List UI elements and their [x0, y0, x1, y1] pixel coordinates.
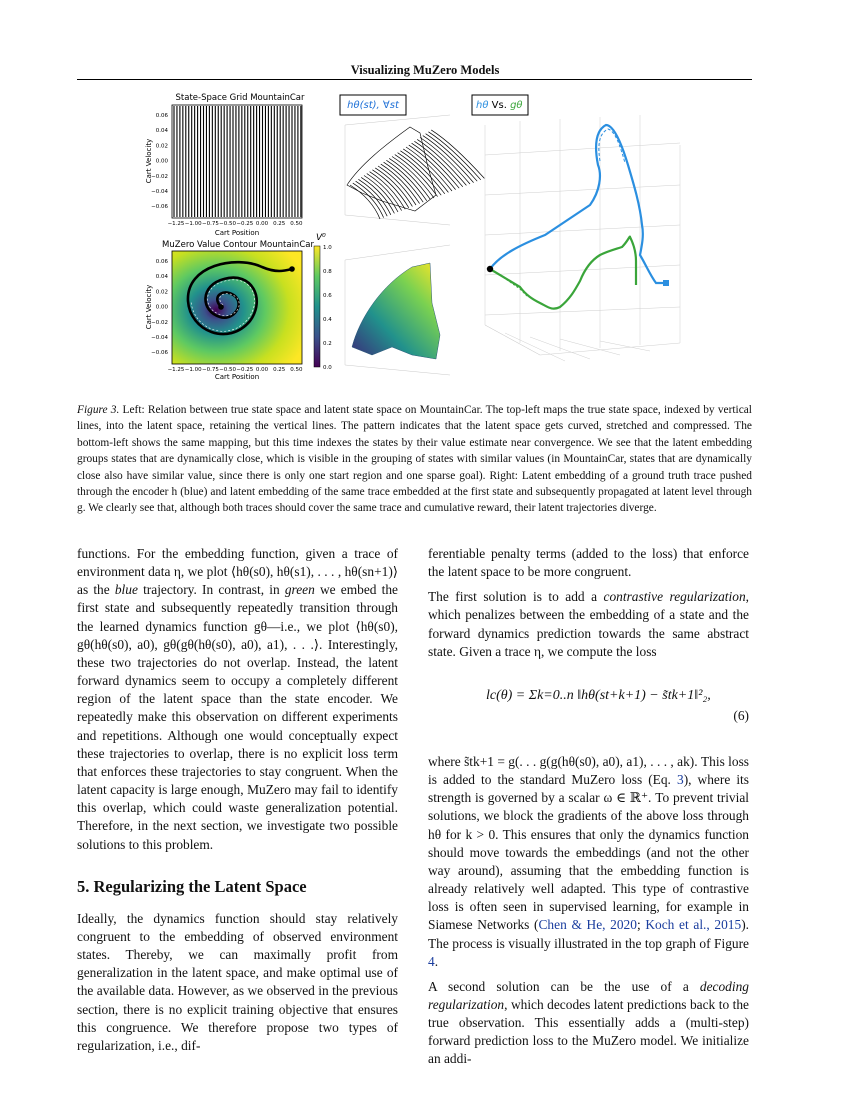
figure-caption: [77, 402, 752, 517]
y-tick-label: −0.06: [151, 350, 168, 357]
tl-ylabel: Cart Velocity: [145, 138, 153, 184]
eq-ref-link[interactable]: 3: [676, 772, 684, 788]
figure-4-ref-link[interactable]: 4: [428, 953, 435, 969]
caption-label: Figure 3.: [77, 404, 120, 416]
x-tick-label: −1.00: [184, 221, 202, 227]
citation-koch[interactable]: Koch et al., 2015: [645, 917, 742, 933]
colorbar-tick: 0.2: [323, 341, 332, 347]
x-tick-label: 0.50: [290, 367, 303, 373]
latent-value-panel: [345, 245, 450, 375]
x-tick-label: −0.75: [201, 367, 219, 373]
left-column: [77, 545, 398, 1055]
colorbar-tick: 0.4: [323, 317, 332, 323]
h-trajectory-blue: [490, 125, 666, 283]
value-contour-panel: [145, 233, 332, 381]
colorbar-tick: 0.8: [323, 269, 332, 275]
y-tick-label: 0.06: [155, 113, 168, 119]
x-tick-label: −1.25: [167, 367, 185, 373]
x-tick-label: −1.00: [184, 367, 202, 373]
y-tick-label: 0.02: [155, 289, 168, 296]
tl-xlabel: Cart Position: [214, 229, 260, 237]
x-tick-label: −1.25: [167, 221, 185, 227]
colorbar-tick: 0.0: [323, 365, 332, 371]
caption-text: Left: Relation between true state space and latent state space on MountainCar. The top-left maps the true state space, indexed by vertical lines, into the latent space, retaining the vertical lines. The pattern indicates that the latent space gets curved, stretched and compressed. The bottom-left shows the same mapping, but this time indexes the states by their value estimate near convergence. We see that the latent embedding groups states that are dynamically close, which is visible in the grouping of states with similar values (in MountainCar, states that are dynamically close also have similar value, since there is only one start region and one sparse goal). Right: Latent embedding of a ground truth trace pushed through the encoder h (blue) and latent embedding of the same trace embedded at the first state and subsequently propagated at latent level through g. We clearly see that, although both traces should cover the same trace and cumulative reward, their latent trajectories diverge.: [77, 404, 752, 515]
state-space-grid-panel: [145, 93, 305, 237]
y-tick-label: −0.04: [151, 189, 168, 195]
header-rule: [77, 79, 752, 80]
y-tick-label: 0.04: [155, 274, 168, 281]
y-tick-label: 0.06: [155, 259, 168, 265]
y-tick-label: −0.02: [151, 173, 168, 180]
colorbar: [314, 246, 320, 367]
latent-grid-panel: [340, 95, 484, 225]
right-column: [428, 545, 749, 1069]
mid-latent-value-surface: [352, 263, 440, 359]
bl-xlabel: Cart Position: [214, 373, 260, 381]
y-tick-label: 0.00: [155, 158, 168, 165]
right-paragraph-1: ferentiable penalty terms (added to the loss) that enforce the latent space to be more congruent.: [428, 546, 749, 580]
x-tick-label: −0.25: [236, 221, 254, 227]
blue-end-marker: [663, 280, 669, 286]
right-label: hθ Vs. gθ: [476, 100, 523, 111]
equation-number: (6): [733, 707, 749, 723]
right-paragraph-3: where s̃tk+1 = g(. . . g(g(hθ(s0), a0), a1), . . . , ak). This loss is added to the standard MuZero loss (Eq. 3), where its strength is governed by a scalar ω ∈ ℝ⁺. To prevent trivial solutions, we block the gradients of the above loss through hθ for k > 0. This ensures that only the dynamics function should move towards the embeddings (and not the other way around), assuming that the embedding function is already relatively well adapted. This type of contrastive loss is often seen in supervised learning, for example in Siamese Networks (Chen & He, 2020; Koch et al., 2015). The process is visually illustrated in the top graph of Figure 4.: [428, 753, 749, 969]
x-tick-label: −0.50: [219, 221, 237, 227]
y-tick-label: 0.02: [155, 143, 168, 150]
x-tick-label: 0.50: [290, 221, 303, 227]
x-tick-label: 0.00: [255, 221, 269, 227]
bl-ylabel: Cart Velocity: [145, 284, 153, 330]
section-heading: 5. Regularizing the Latent Space: [77, 876, 307, 896]
colorbar-label: V⁰: [316, 233, 326, 243]
y-tick-label: 0.00: [155, 304, 168, 311]
y-tick-label: 0.04: [155, 128, 168, 135]
citation-chen-he[interactable]: Chen & He, 2020: [538, 917, 637, 933]
left-paragraph-2: Ideally, the dynamics function should stay relatively congruent to the embedding of observed environment states. Thereby, we can maximally profit from generalization in the latent space, and make optimal use of the available data. However, as we observed in the previous section, there is no explicit training objective that ensures this congruence. We therefore propose two types of regularization, i.e., dif-: [77, 910, 398, 1053]
y-tick-label: −0.06: [151, 204, 168, 211]
word-green: green: [284, 582, 315, 598]
left-paragraph-1: functions. For the embedding function, given a trace of environment data η, we plot ⟨hθ(s0), hθ(s1), . . . , hθ(sn+1)⟩ as the blue trajectory. In contrast, in green we embed the first state and subsequently repeatedly transition through the learned dynamics function gθ—i.e., we plot ⟨hθ(s0), gθ(hθ(s0), a0), gθ(gθ(hθ(s0), a0), a1), . . .⟩. Interestingly, these two trajectories do not overlap. Instead, the latent forward dynamics seem to occupy a completely different region of the latent space than the state encoder. We repeatedly make this observation on different experiments and repetitions. Although one would conceptually expect these trajectories to overlap, there is no explicit loss term that enforces these trajectories to stay congruent. When the latent capacity is large enough, MuZero may fail to identify this overlap, which could waste generalization potential. Therefore, in the next section, we investigate two possible solutions to this problem.: [77, 546, 398, 852]
x-tick-label: −0.25: [236, 367, 254, 373]
bl-start-dot: [218, 304, 224, 310]
tl-xticks: [168, 221, 303, 227]
bl-title: MuZero Value Contour MountainCar: [162, 240, 314, 250]
x-tick-label: 0.25: [273, 367, 286, 373]
figure-3: [0, 85, 850, 395]
y-tick-label: −0.02: [151, 319, 168, 326]
colorbar-tick: 0.6: [323, 293, 332, 299]
tl-yticks: [151, 113, 168, 210]
g-trajectory-green: [490, 237, 636, 309]
y-tick-label: −0.04: [151, 335, 168, 341]
running-head: Visualizing MuZero Models: [350, 63, 500, 77]
tl-title: State-Space Grid MountainCar: [175, 93, 305, 103]
bl-yticks: [151, 259, 168, 356]
right-paragraph-2: The first solution is to add a contrastive regularization, which penalizes between the embedding of a state and the forward dynamics prediction towards the same abstract state. Given a trace η, we compute the loss: [428, 589, 750, 659]
colorbar-tick: 1.0: [323, 245, 332, 251]
right-3d-grid: [485, 115, 680, 361]
bl-end-dot: [289, 266, 295, 272]
x-tick-label: 0.00: [255, 367, 269, 373]
trajectory-panel: [472, 95, 680, 361]
traj-start-dot: [487, 266, 493, 272]
equation-6: [428, 665, 749, 749]
equation-body: lc(θ) = Σk=0..n ‖hθ(st+k+1) − s̃tk+1‖²₂,: [486, 687, 711, 703]
right-paragraph-4: A second solution can be the use of a decoding regularization, which decodes latent predictions back to the true observation. This essentially adds a (multi-step) forward prediction loss to the MuZero model. We initialize an addi-: [428, 978, 749, 1067]
x-tick-label: −0.75: [201, 221, 219, 227]
x-tick-label: 0.25: [273, 221, 286, 227]
x-tick-label: −0.50: [219, 367, 237, 373]
colorbar-ticks: [323, 245, 332, 371]
word-blue: blue: [114, 582, 138, 598]
mid-label: hθ(st), ∀st: [347, 100, 399, 111]
